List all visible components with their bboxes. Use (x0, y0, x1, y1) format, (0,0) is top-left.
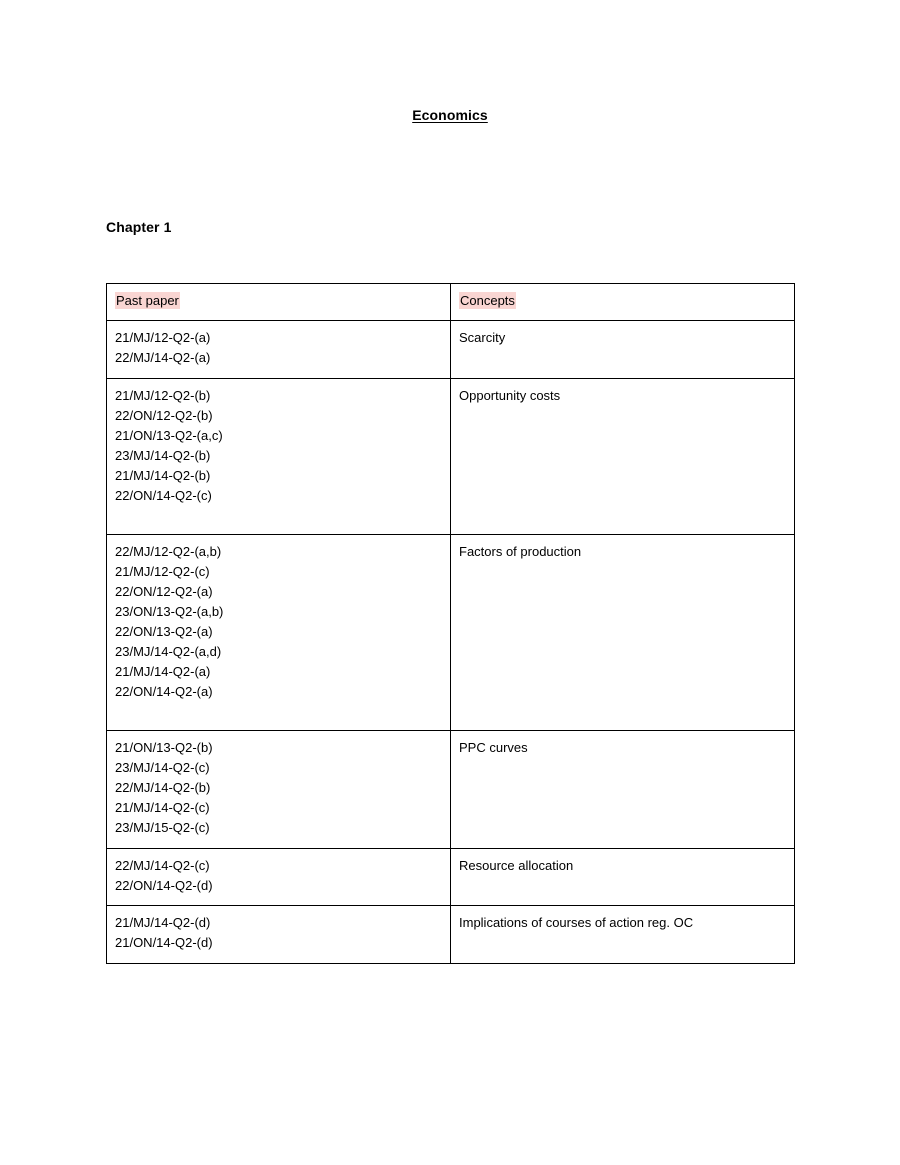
past-paper-concepts-table (106, 283, 795, 964)
column-header-concepts-label: Concepts (460, 293, 515, 308)
table-row (107, 906, 795, 964)
list-item: 21/MJ/14-Q2-(a) (115, 664, 211, 679)
list-item: 21/MJ/12-Q2-(a) (115, 330, 211, 345)
list-item: 23/ON/13-Q2-(a,b) (115, 604, 224, 619)
list-item: 21/ON/13-Q2-(a,c) (115, 428, 223, 443)
table-header-row (107, 284, 795, 321)
table-row (107, 535, 795, 731)
past-paper-list (115, 542, 442, 702)
list-item: 21/MJ/12-Q2-(c) (115, 564, 210, 579)
list-item: 22/MJ/14-Q2-(a) (115, 350, 211, 365)
page-title (0, 105, 900, 125)
table-row (107, 849, 795, 906)
concept-cell (451, 906, 795, 964)
past-paper-list (115, 328, 442, 368)
table-body (107, 284, 795, 964)
list-item: 23/MJ/14-Q2-(a,d) (115, 644, 222, 659)
past-paper-cell (107, 321, 451, 379)
concept-cell (451, 321, 795, 379)
concept-label: Scarcity (459, 330, 506, 345)
concept-cell (451, 379, 795, 535)
list-item: 22/MJ/14-Q2-(b) (115, 780, 211, 795)
concept-label: Factors of production (459, 544, 582, 559)
list-item: 21/ON/14-Q2-(d) (115, 935, 213, 950)
past-paper-list (115, 738, 442, 838)
past-paper-list (115, 386, 442, 506)
column-header-concepts (451, 284, 795, 321)
list-item: 22/MJ/14-Q2-(c) (115, 858, 210, 873)
past-paper-cell (107, 849, 451, 906)
list-item: 23/MJ/14-Q2-(c) (115, 760, 210, 775)
past-paper-list (115, 913, 442, 953)
list-item: 22/ON/14-Q2-(a) (115, 684, 213, 699)
list-item: 22/ON/14-Q2-(d) (115, 878, 213, 893)
past-paper-cell (107, 379, 451, 535)
list-item: 23/MJ/14-Q2-(b) (115, 448, 211, 463)
list-item: 21/MJ/14-Q2-(d) (115, 915, 211, 930)
column-header-past-paper-label: Past paper (116, 293, 179, 308)
concept-cell (451, 535, 795, 731)
list-item: 22/ON/13-Q2-(a) (115, 624, 213, 639)
past-paper-list (115, 856, 442, 896)
past-paper-cell (107, 535, 451, 731)
concept-label: Opportunity costs (459, 388, 561, 403)
table-row (107, 321, 795, 379)
section-heading: Chapter 1 (106, 219, 172, 235)
concept-label: Implications of courses of action reg. OC (459, 915, 694, 930)
past-paper-cell (107, 906, 451, 964)
list-item: 21/ON/13-Q2-(b) (115, 740, 213, 755)
list-item: 22/MJ/12-Q2-(a,b) (115, 544, 222, 559)
list-item: 22/ON/12-Q2-(b) (115, 408, 213, 423)
list-item: 21/MJ/14-Q2-(c) (115, 800, 210, 815)
concept-label: Resource allocation (459, 858, 574, 873)
concept-cell (451, 849, 795, 906)
list-item: 22/ON/12-Q2-(a) (115, 584, 213, 599)
list-item: 23/MJ/15-Q2-(c) (115, 820, 210, 835)
column-header-past-paper (107, 284, 451, 321)
list-item: 22/ON/14-Q2-(c) (115, 488, 212, 503)
page-title-text: Economics (412, 107, 488, 123)
list-item: 21/MJ/14-Q2-(b) (115, 468, 211, 483)
past-paper-cell (107, 731, 451, 849)
list-item: 21/MJ/12-Q2-(b) (115, 388, 211, 403)
concept-label: PPC curves (459, 740, 528, 755)
table-row (107, 379, 795, 535)
table-row (107, 731, 795, 849)
concept-cell (451, 731, 795, 849)
